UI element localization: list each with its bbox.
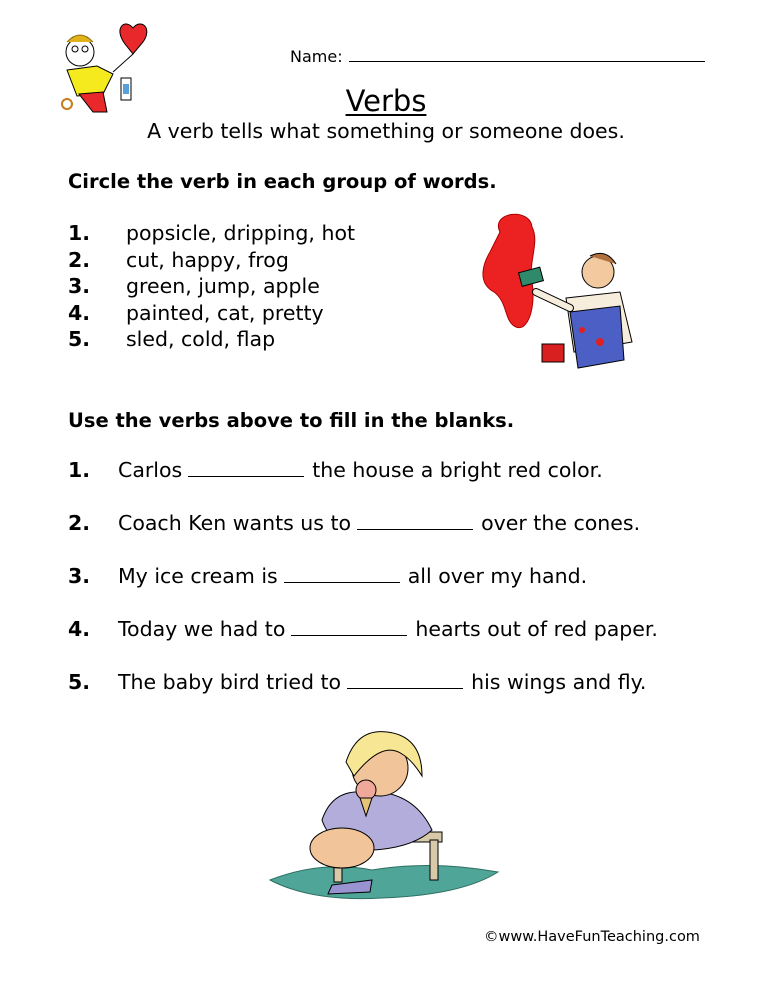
- sentence-end: his wings and fly.: [471, 670, 647, 694]
- word-group[interactable]: painted, cat, pretty: [126, 300, 324, 325]
- sentence-row: [68, 617, 658, 670]
- word-group[interactable]: cut, happy, frog: [126, 247, 289, 272]
- list-item: [68, 326, 355, 353]
- item-number: 2.: [68, 247, 91, 272]
- list-item: [68, 300, 355, 327]
- sentence-row: [68, 670, 658, 723]
- answer-blank[interactable]: [291, 617, 407, 636]
- item-number: 1.: [68, 221, 91, 245]
- name-blank-line[interactable]: [349, 47, 705, 62]
- section2-heading: Use the verbs above to fill in the blanks.: [68, 409, 515, 432]
- answer-blank[interactable]: [347, 670, 463, 689]
- page-title: Verbs: [345, 84, 427, 118]
- sentence-row: [68, 564, 658, 617]
- sentence-row: [68, 458, 658, 511]
- list-item: [68, 273, 355, 300]
- fill-in-blank-list: [68, 458, 658, 723]
- item-number: 5.: [68, 327, 91, 351]
- answer-blank[interactable]: [284, 564, 400, 583]
- sentence-row: [68, 511, 658, 564]
- item-number: 4.: [68, 617, 91, 641]
- answer-blank[interactable]: [188, 458, 304, 477]
- answer-blank[interactable]: [357, 511, 473, 530]
- word-group[interactable]: popsicle, dripping, hot: [126, 221, 356, 245]
- sentence-start: Today we had to: [118, 617, 286, 641]
- page-subtitle: A verb tells what something or someone does.: [147, 119, 625, 143]
- item-number: 5.: [68, 670, 91, 694]
- sentence-start: My ice cream is: [118, 564, 278, 588]
- sentence-start: The baby bird tried to: [118, 670, 342, 694]
- item-number: 3.: [68, 564, 91, 588]
- sentence-end: the house a bright red color.: [312, 458, 603, 482]
- item-number: 1.: [68, 458, 91, 482]
- list-item: [68, 247, 355, 274]
- sentence-end: hearts out of red paper.: [415, 617, 658, 641]
- sentence-end: all over my hand.: [407, 564, 588, 588]
- sentence-end: over the cones.: [481, 511, 641, 535]
- word-group[interactable]: green, jump, apple: [126, 274, 320, 298]
- word-group[interactable]: sled, cold, flap: [126, 327, 276, 351]
- name-field[interactable]: [290, 47, 705, 66]
- list-item: [68, 220, 355, 247]
- section1-heading: Circle the verb in each group of words.: [68, 170, 497, 193]
- item-number: 3.: [68, 274, 91, 298]
- girl-eating-ice-cream-illustration: [262, 720, 502, 905]
- sentence-start: Carlos: [118, 458, 183, 482]
- word-group-list: [68, 220, 355, 353]
- copyright-footer: ©www.HaveFunTeaching.com: [484, 929, 700, 945]
- item-number: 2.: [68, 511, 91, 535]
- item-number: 4.: [68, 300, 91, 325]
- sentence-start: Coach Ken wants us to: [118, 511, 352, 535]
- name-label: Name:: [290, 47, 343, 66]
- man-painting-illustration: [470, 212, 650, 382]
